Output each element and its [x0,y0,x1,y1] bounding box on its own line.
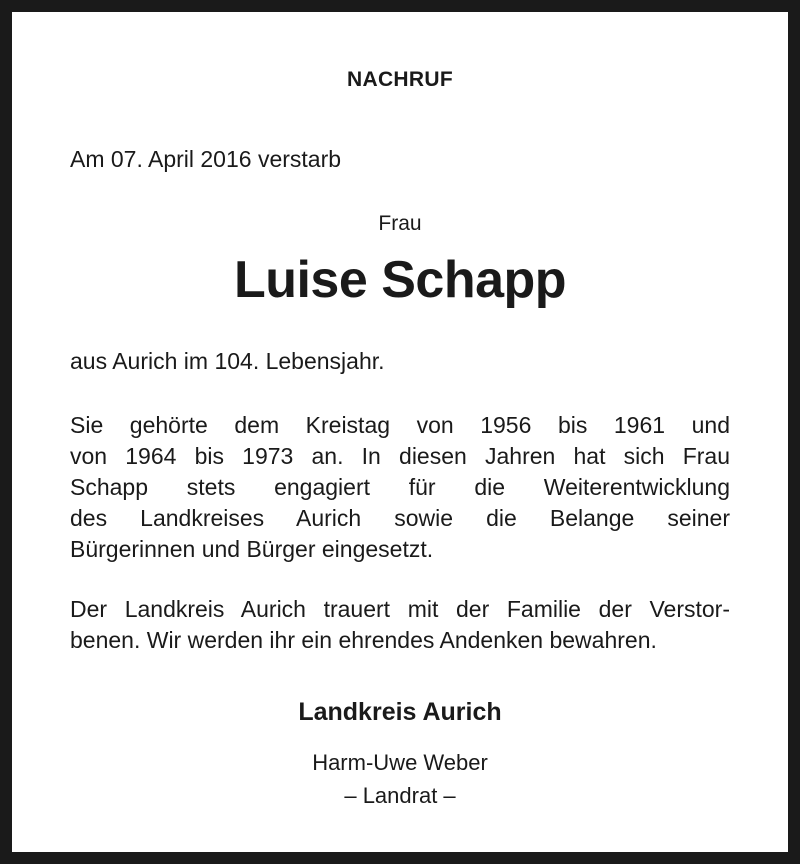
deceased-name: Luise Schapp [233,251,567,309]
signature-person: Harm-Uwe Weber [312,750,488,775]
intro-line: Am 07. April 2016 verstarb [70,146,342,172]
paragraph-line: Der Landkreis Aurich trauert mit der Familie der Verstor- [70,596,730,622]
paragraph-line: Schapp stets engagiert für die Weiterentwicklung [70,474,730,500]
paragraph-line: benen. Wir werden ihr ein ehrendes Andenken bewahren. [70,627,657,653]
paragraph-line: des Landkreises Aurich sowie die Belange seiner [70,505,730,531]
signature-organization: Landkreis Aurich [298,698,502,726]
paragraph-line: Sie gehörte dem Kreistag von 1956 bis 1961 und [70,412,730,438]
signature-role: – Landrat – [344,783,456,808]
paragraph-line: von 1964 bis 1973 an. In diesen Jahren hat sich Frau [70,443,730,469]
notice-heading: NACHRUF [347,68,453,91]
paragraph-line: Bürgerinnen und Bürger eingesetzt. [70,536,434,562]
paragraph-condolence [70,594,730,656]
salutation: Frau [378,212,422,235]
paragraph-tribute [70,410,730,565]
origin-line: aus Aurich im 104. Lebensjahr. [70,348,385,374]
